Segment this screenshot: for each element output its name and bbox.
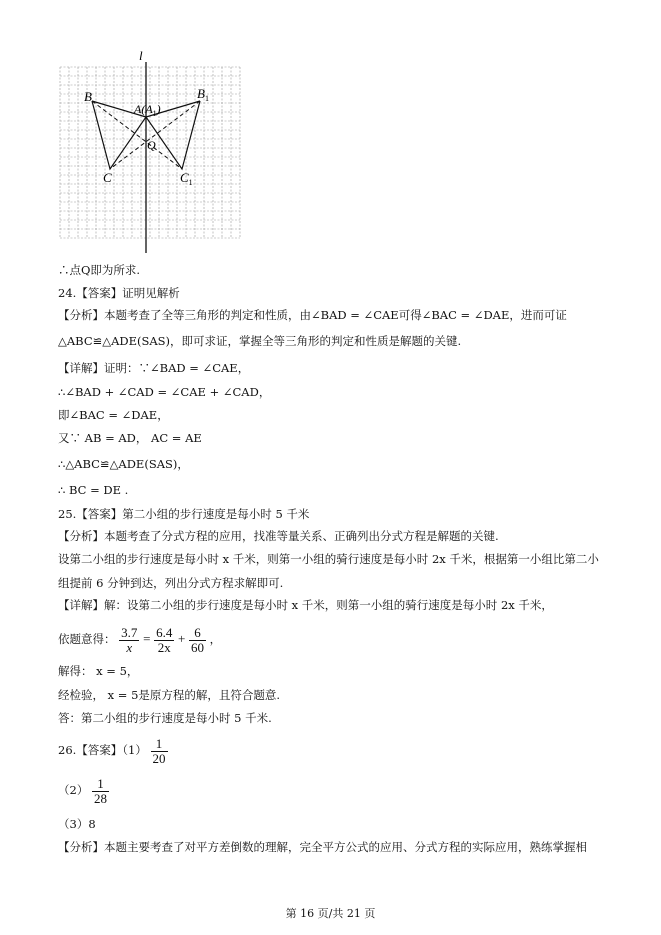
q24-analysis-1: 【分析】本题考查了全等三角形的判定和性质，由∠BAD = ∠CAE可得∠BAC = ∠DAE，进而可证 [58,308,567,322]
eq-prefix: 依题意得： [58,632,116,646]
fraction-6-over-60: $\frac{6}{60}$ [190,624,204,655]
fraction-1-over-20: $\frac{1}{20}$ [152,735,166,766]
label-c1: $C_1$ [180,170,193,187]
q26-answer-3: （3）8 [58,817,96,831]
q25-equation: 依题意得： $\frac{3.7}{x}$ = $\frac{6.4}{2x}$ + $\frac{6}{60}$ ， [58,624,222,655]
label-c: C [103,170,112,185]
q26-answer-2 [58,773,109,807]
fraction-1-over-28: $\frac{1}{28}$ [93,775,107,806]
q23-conclusion: ∴点Q即为所求. [58,263,141,277]
q24-step-1: ∴∠BAD + ∠CAD = ∠CAE + ∠CAD， [58,385,271,399]
label-l: l [139,48,143,63]
q25-analysis: 【分析】本题考查了分式方程的应用，找准等量关系、正确列出分式方程是解题的关键. [58,529,499,543]
eq-suffix: ， [209,632,222,646]
q24-step-2: 即∠BAC = ∠DAE， [58,408,169,422]
q24-analysis-2: △ABC≌△ADE(SAS)，即可求证，掌握全等三角形的判定和性质是解题的关键. [58,334,462,348]
q25-detail: 【详解】解：设第二小组的步行速度是每小时 x 千米，则第一小组的骑行速度是每小时 2x 千米， [58,598,553,612]
label-q: Q [147,138,156,152]
q25-solve: 解得： x = 5， [58,664,139,678]
page-footer: 第 16 页/共 21 页 [285,907,376,920]
q25-answer: 25.【答案】第二小组的步行速度是每小时 5 千米 [58,507,310,521]
label-b: B [84,89,92,104]
label-b1: $B_1$ [197,86,209,103]
fraction-3-7-over-x: $\frac{3.7}{x}$ [121,624,138,655]
q25-setup-2: 组提前 6 分钟到达，列出分式方程求解即可. [58,576,284,590]
fraction-6-4-over-2x: $\frac{6.4}{2x}$ [156,624,173,655]
q25-reply: 答：第二小组的步行速度是每小时 5 千米. [58,711,272,725]
q26-answer-prefix: 26.【答案】（1） [58,743,147,757]
q24-step-5: ∴ BC = DE . [58,483,129,497]
geometry-figure [0,0,661,260]
q25-check: 经检验， x = 5是原方程的解，且符合题意. [58,688,281,702]
q24-detail-1: 【详解】证明：∵∠BAD = ∠CAE， [58,361,250,375]
q26-analysis: 【分析】本题主要考查了对平方差倒数的理解，完全平方公式的应用、分式方程的实际应用，熟练掌握相 [58,840,587,854]
q24-step-4: ∴△ABC≌△ADE(SAS)， [58,457,189,471]
q24-step-3: 又∵ AB = AD， AC = AE [58,431,202,445]
q26-answer-1 [58,733,168,767]
q26-a2-prefix: （2） [58,783,89,797]
label-a: $A(A_1)$ [134,102,161,118]
q25-setup-1: 设第二小组的步行速度是每小时 x 千米，则第一小组的骑行速度是每小时 2x 千米，根据第一小组比第二小 [58,552,599,566]
q24-answer: 24.【答案】证明见解析 [58,286,180,300]
